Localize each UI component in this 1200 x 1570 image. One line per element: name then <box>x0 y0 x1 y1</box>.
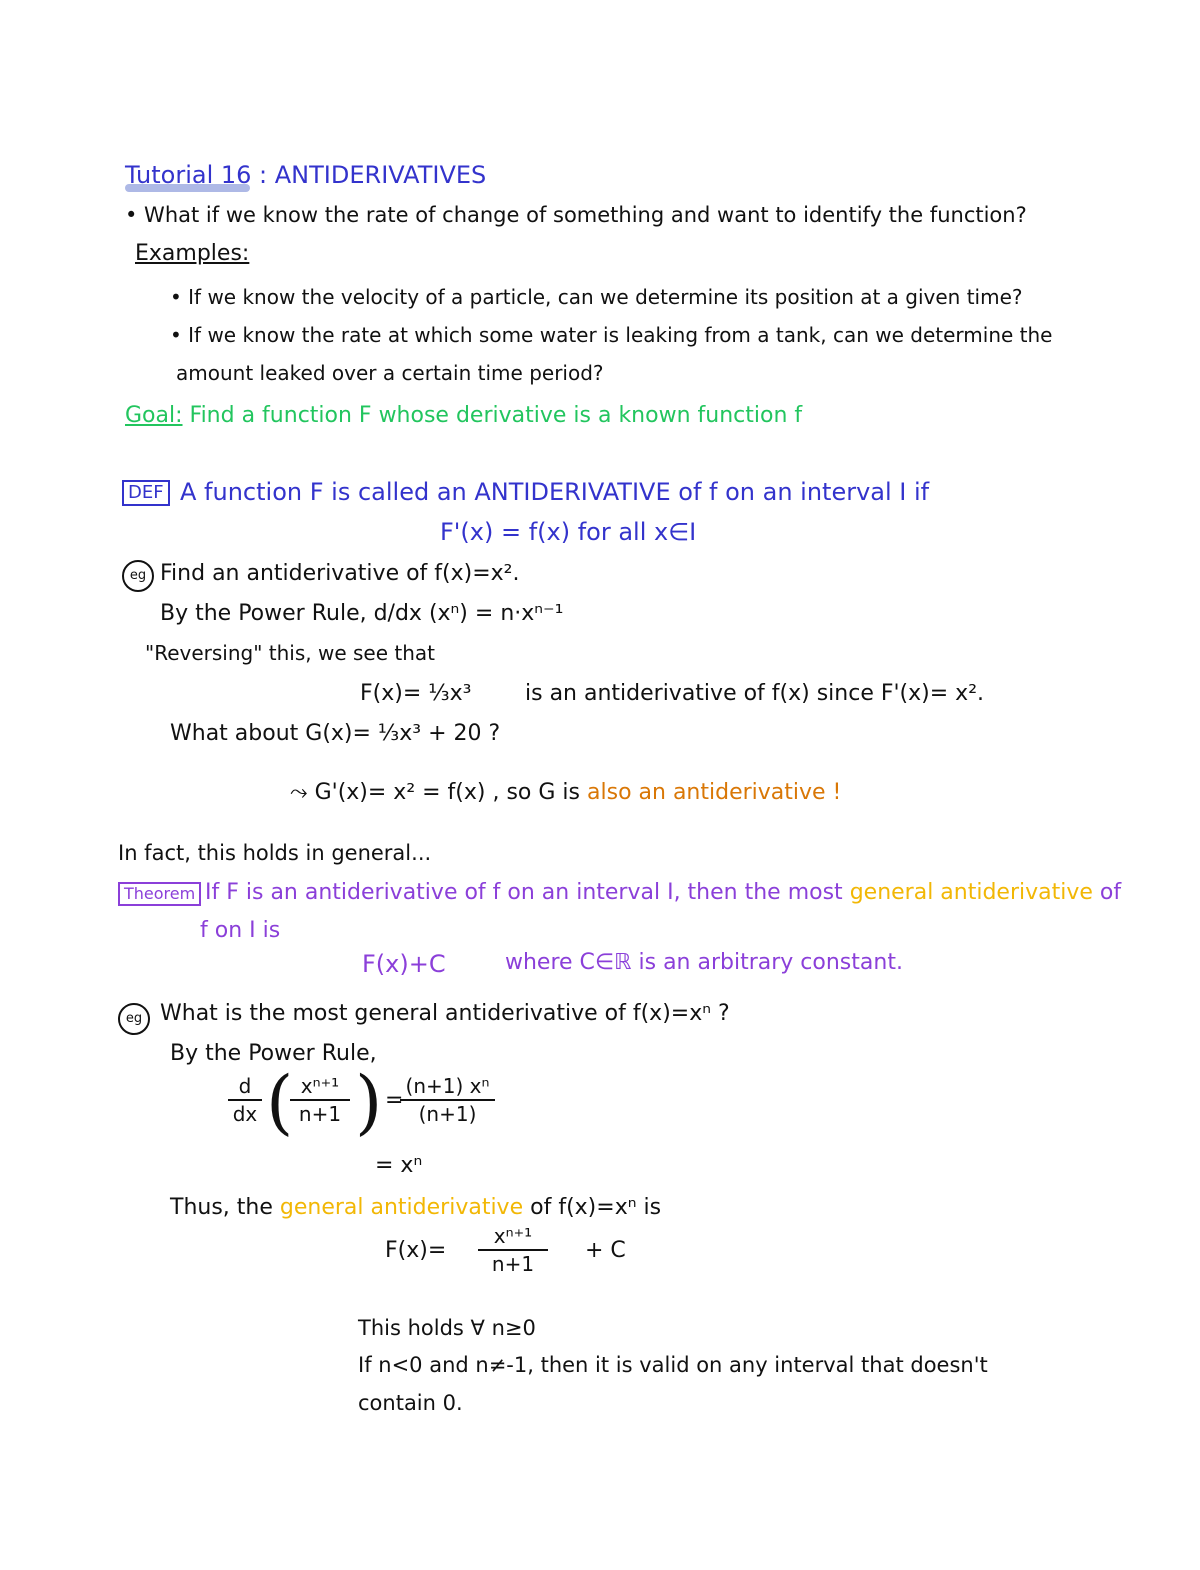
ex1-G-check-text: ⤳ G'(x)= x² = f(x) , so G is <box>290 780 581 805</box>
ex2-eq-1: = <box>385 1088 404 1113</box>
examples-label: Examples: <box>135 241 250 266</box>
rhs-bar <box>400 1099 495 1101</box>
goal-label: Goal: <box>125 403 183 428</box>
left-paren: ( <box>266 1061 294 1143</box>
ex2-note-3: contain 0. <box>358 1391 463 1415</box>
ex2-F-rhs: + C <box>585 1238 626 1263</box>
title-main: ANTIDERIVATIVES <box>274 161 487 189</box>
ex2-note-1: This holds ∀ n≥0 <box>358 1316 536 1340</box>
ex2-rhs-frac <box>400 1075 495 1125</box>
ex2-thus <box>170 1197 661 1219</box>
inner-bar <box>290 1099 350 1101</box>
ex1-G-question: What about G(x)= ⅓x³ + 20 ? <box>170 721 501 746</box>
ddx-num: d <box>238 1074 252 1098</box>
example-tag-2: eg <box>118 1003 150 1035</box>
ex2-thus-general: general antiderivative <box>279 1195 524 1220</box>
inner-num: xⁿ⁺¹ <box>300 1074 340 1098</box>
inner-den: n+1 <box>298 1102 342 1126</box>
page-title <box>125 163 486 187</box>
example-item-2-cont: amount leaked over a certain time period? <box>176 361 604 385</box>
general-lead: In fact, this holds in general... <box>118 841 432 865</box>
def-tag: DEF <box>122 480 170 506</box>
rhs-num: (n+1) xⁿ <box>405 1074 490 1098</box>
example-item-1: • If we know the velocity of a particle, can we determine its position at a given time? <box>170 285 1023 309</box>
F-den: n+1 <box>491 1252 535 1276</box>
ddx-bar <box>228 1099 262 1101</box>
goal-line <box>125 405 802 427</box>
title-prefix: Tutorial 16 : <box>125 161 268 189</box>
theorem-line-2: f on I is <box>200 918 281 943</box>
goal-text: Find a function F whose derivative is a known function f <box>189 403 803 428</box>
ex2-inner-frac <box>290 1075 350 1125</box>
ddx-den: dx <box>232 1102 258 1126</box>
example-item-2: • If we know the rate at which some water is leaking from a tank, can we determine the <box>170 323 1053 347</box>
def-line-1: A function F is called an ANTIDERIVATIVE of f on an interval I if <box>180 478 930 506</box>
right-paren: ) <box>355 1061 383 1143</box>
theorem-tag: Theorem <box>118 882 201 906</box>
ex2-eq-2: = xⁿ <box>375 1153 423 1178</box>
theorem-constant: where C∈ℝ is an arbitrary constant. <box>505 950 903 975</box>
F-num: xⁿ⁺¹ <box>493 1224 533 1248</box>
ex1-line-1: Find an antiderivative of f(x)=x². <box>160 561 520 586</box>
ex2-line-2: By the Power Rule, <box>170 1041 377 1066</box>
ex2-note-2: If n<0 and n≠-1, then it is valid on any interval that doesn't <box>358 1353 988 1377</box>
ex1-F-def: F(x)= ⅓x³ <box>360 681 472 706</box>
ex1-line-3: "Reversing" this, we see that <box>145 641 435 665</box>
intro-question: • What if we know the rate of change of something and want to identify the function? <box>125 203 1027 227</box>
ex1-F-claim: is an antiderivative of f(x) since F'(x)= x². <box>525 681 985 706</box>
ex2-line-1: What is the most general antiderivative of f(x)=xⁿ ? <box>160 1001 730 1026</box>
ex2-thus-a: Thus, the <box>170 1195 273 1220</box>
theorem-formula: F(x)+C <box>362 950 446 978</box>
ex2-ddx <box>228 1075 262 1125</box>
ex2-F-frac <box>478 1225 548 1275</box>
def-line-2: F'(x) = f(x) for all x∈I <box>440 518 697 546</box>
ex1-G-check <box>290 782 841 804</box>
theorem-general-antiderivative: general antiderivative <box>849 880 1093 905</box>
ex1-line-2: By the Power Rule, d/dx (xⁿ) = n·xⁿ⁻¹ <box>160 601 564 626</box>
ex1-also-antiderivative: also an antiderivative ! <box>587 780 842 805</box>
theorem-of: of <box>1099 880 1122 905</box>
F-bar <box>478 1249 548 1251</box>
theorem-text-1: If F is an antiderivative of f on an interval I, then the most <box>205 880 843 905</box>
theorem-line-1 <box>205 882 1121 904</box>
ex2-thus-c: of f(x)=xⁿ is <box>530 1195 662 1220</box>
ex2-F-lhs: F(x)= <box>385 1238 447 1263</box>
example-tag-1: eg <box>122 560 154 592</box>
rhs-den: (n+1) <box>418 1102 477 1126</box>
